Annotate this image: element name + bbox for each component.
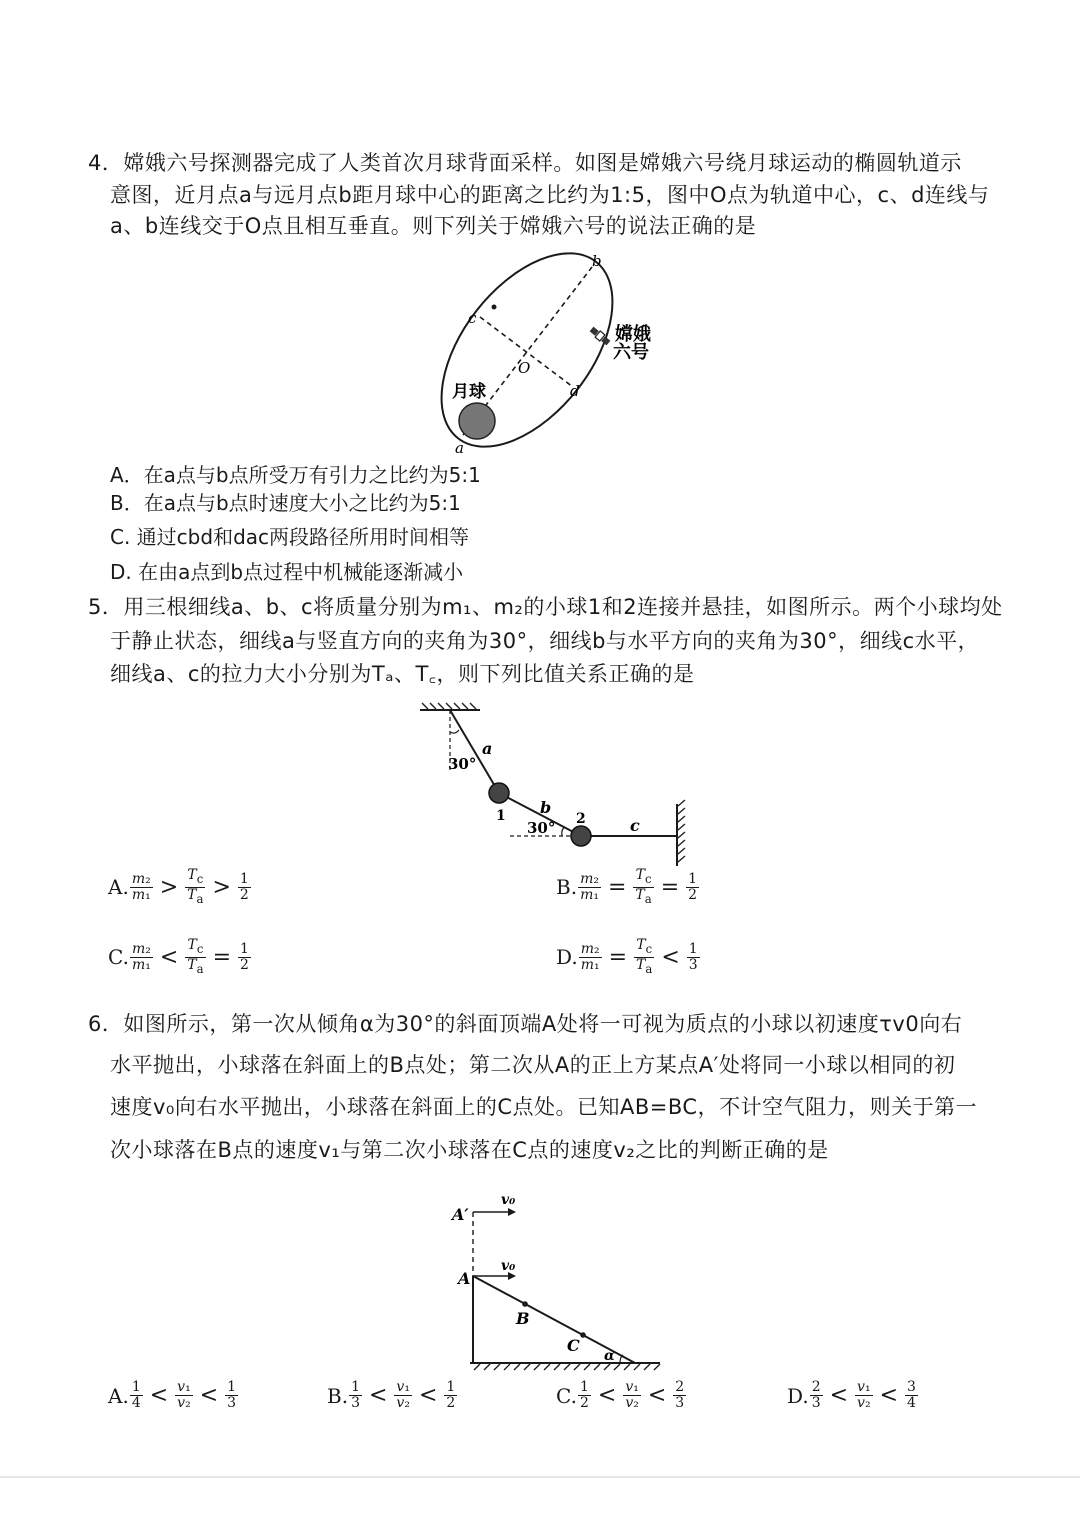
q6-option-d: D. $\frac{2}{3}$ < $\frac{\text{v₁}}{\text{v₂}}$ < $\frac{3}{4}$ — [787, 1379, 916, 1411]
label-b: B — [516, 1309, 530, 1328]
ratio-t: $\frac{T_c}{T_a}$ — [187, 867, 204, 906]
label-moon: 月球 — [452, 382, 486, 402]
q5-line-1: 5．用三根细线a、b、c将质量分别为m₁、m₂的小球1和2连接并悬挂，如图所示。两个小球均处 — [88, 595, 1003, 619]
q4-option-d: D. 在由a点到b点过程中机械能逐渐减小 — [110, 560, 464, 584]
q6-line-2: 水平抛出，小球落在斜面上的B点处；第二次从A的正上方某点A′处将同一小球以相同的初 — [110, 1053, 956, 1077]
ratio-m: $\frac{\text{m₂}}{\text{m₁}}$ — [131, 870, 151, 903]
q5-line-2: 于静止状态，细线a与竖直方向的夹角为30°，细线b与水平方向的夹角为30°，细线c水平， — [110, 629, 980, 653]
label-alpha: α — [604, 1348, 615, 1364]
moon — [459, 403, 495, 439]
label-probe-2: 六号 — [613, 342, 649, 363]
ball-1 — [489, 783, 509, 803]
label-probe-1: 嫦娥 — [615, 324, 651, 345]
ball-2 — [571, 826, 591, 846]
value: $\frac{1}{2}$ — [239, 870, 249, 903]
point-b-dot — [522, 1301, 528, 1307]
point-c-dot — [492, 305, 497, 310]
q6-line-1: 6．如图所示，第一次从倾角α为30°的斜面顶端A处将一可视为质点的小球以初速度τv0向右 — [88, 1012, 963, 1036]
label-b: b — [540, 798, 552, 817]
label-a: A — [458, 1269, 471, 1288]
point-c-dot — [580, 1332, 586, 1338]
q6-slope-figure — [440, 1188, 670, 1378]
angle-arc-a — [450, 730, 459, 733]
label-a-prime: A′ — [452, 1205, 469, 1224]
label-c: c — [468, 309, 477, 327]
label-b: b — [592, 252, 602, 270]
q6-line-4: 次小球落在B点的速度v₁与第二次小球落在C点的速度v₂之比的判断正确的是 — [110, 1138, 829, 1162]
label-angle-b: 30° — [527, 819, 556, 837]
label-ball-1: 1 — [496, 808, 506, 824]
label-a: a — [482, 739, 493, 758]
q4-line-2: 意图，近月点a与远月点b距月球中心的距离之比约为1:5，图中O点为轨道中心，c、d连线与 — [110, 183, 990, 207]
label-v0-mid: v₀ — [501, 1258, 516, 1274]
label-ball-2: 2 — [576, 811, 586, 827]
q4-line-1: 4．嫦娥六号探测器完成了人类首次月球背面采样。如图是嫦娥六号绕月球运动的椭圆轨道示 — [88, 151, 962, 175]
q5-line-3: 细线a、c的拉力大小分别为Tₐ、T꜀，则下列比值关系正确的是 — [110, 662, 695, 686]
ceiling-hatch — [422, 703, 476, 709]
q6-option-c: C. $\frac{1}{2}$ < $\frac{\text{v₁}}{\text{v₂}}$ < $\frac{2}{3}$ — [556, 1379, 685, 1411]
q5-option-d: D. $\frac{\text{m₂}}{\text{m₁}}$ = $\frac{T_c}{T_a}$ < $\frac{1}{3}$ — [556, 937, 698, 976]
label-angle-a: 30° — [448, 755, 477, 773]
label-a: a — [455, 439, 464, 457]
wall-hatch — [678, 800, 685, 862]
q6-option-b: B. $\frac{1}{3}$ < $\frac{\text{v₁}}{\text{v₂}}$ < $\frac{1}{2}$ — [327, 1379, 456, 1411]
q5-option-a: A. $\frac{\text{m₂}}{\text{m₁}}$ > $\frac{T_c}{T_a}$ > $\frac{1}{2}$ — [108, 867, 249, 906]
q4-option-a: A．在a点与b点所受万有引力之比约为5:1 — [110, 463, 481, 487]
label-v0-top: v₀ — [501, 1192, 516, 1208]
q5-option-c: C. $\frac{\text{m₂}}{\text{m₁}}$ < $\frac{T_c}{T_a}$ = $\frac{1}{2}$ — [108, 937, 249, 976]
q4-orbit-figure — [420, 245, 680, 460]
label-d: d — [570, 382, 580, 400]
label-c: C — [567, 1336, 580, 1355]
ground-hatch — [474, 1364, 660, 1370]
q4-line-3: a、b连线交于O点且相互垂直。则下列关于嫦娥六号的说法正确的是 — [110, 214, 757, 238]
label-o: O — [518, 359, 531, 377]
q5-hanging-balls-figure — [410, 700, 700, 870]
q5-option-b: B. $\frac{\text{m₂}}{\text{m₁}}$ = $\frac{T_c}{T_a}$ = $\frac{1}{2}$ — [556, 867, 698, 906]
q4-option-b: B．在a点与b点时速度大小之比约为5:1 — [110, 491, 461, 515]
q6-line-3: 速度v₀向右水平抛出，小球落在斜面上的C点处。已知AB=BC，不计空气阻力，则关于第一 — [110, 1095, 978, 1119]
arrow-head-top — [508, 1208, 516, 1216]
page-bottom-divider — [0, 1476, 1080, 1478]
label-c: c — [630, 816, 640, 835]
q4-option-c: C. 通过cbd和dac两段路径所用时间相等 — [110, 525, 470, 549]
q6-option-a: A. $\frac{1}{4}$ < $\frac{\text{v₁}}{\text{v₂}}$ < $\frac{1}{3}$ — [108, 1379, 237, 1411]
